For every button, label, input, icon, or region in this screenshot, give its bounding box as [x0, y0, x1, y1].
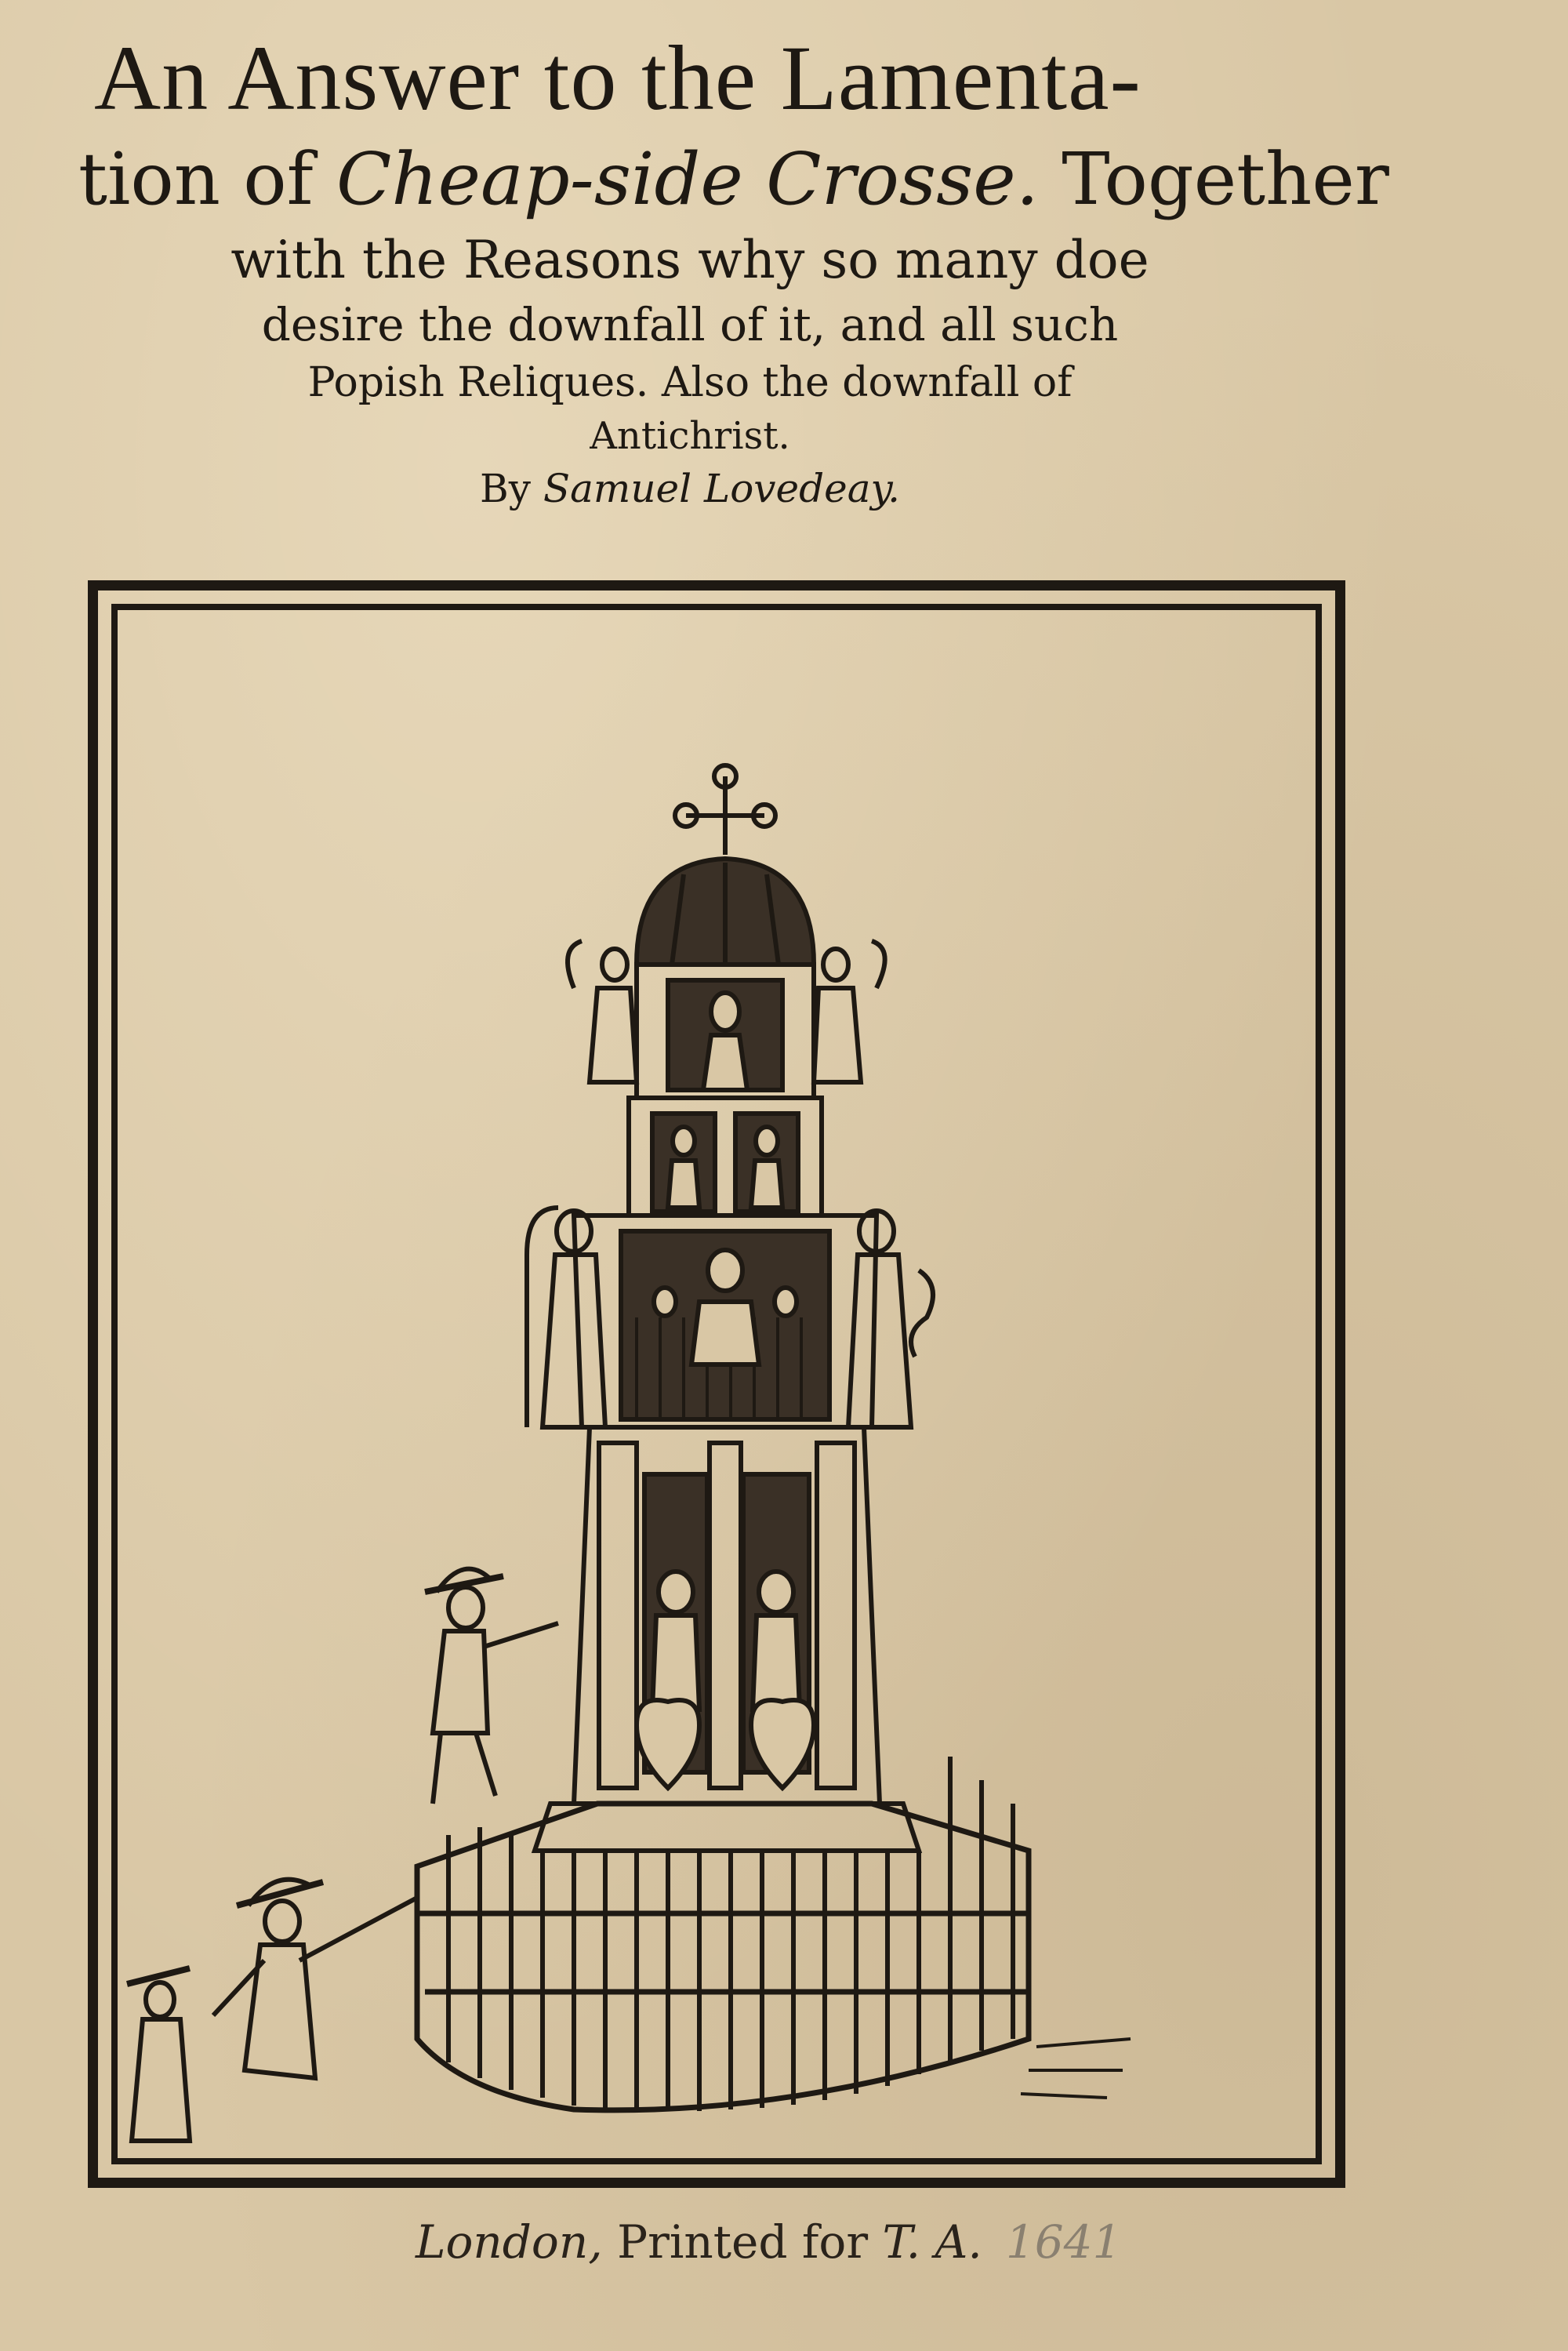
imprint-place: London,: [416, 2215, 603, 2269]
cross-finial-icon: [675, 765, 775, 855]
cheapside-cross: [527, 765, 933, 1851]
imprint-printed-for: Printed for: [602, 2215, 883, 2269]
byline: [63, 461, 1317, 516]
heart-shield-right: [751, 1700, 814, 1788]
figure-top-right: [814, 941, 885, 1082]
handwritten-year: 1641: [1005, 2215, 1122, 2269]
title-line-4: desire the downfall of it, and all such: [261, 298, 1119, 351]
column-right: [817, 1443, 855, 1788]
title-line-2: [63, 133, 1389, 226]
column-left: [599, 1443, 637, 1788]
figure-bishop-left: [527, 1208, 605, 1427]
figure-child-left: [127, 1968, 190, 2141]
title-line-1: An Answer to the Lamenta-: [94, 27, 1142, 129]
byline-by: By: [479, 466, 543, 511]
imprint: [416, 2215, 1121, 2269]
title-line-5: Popish Reliques. Also the downfall of: [307, 359, 1073, 406]
title-cheapside: Cheap-side Crosse.: [336, 137, 1039, 221]
woodcut-illustration: [88, 580, 1345, 2188]
author-name: Samuel Lovedeay.: [543, 466, 901, 511]
title-line-2c: Together: [1038, 137, 1389, 221]
title-block: [63, 24, 1389, 516]
imprint-printer: T. A.: [882, 2215, 982, 2269]
figure-man-left: [213, 1880, 417, 2078]
figure-bishop-right: [848, 1211, 933, 1427]
tier-base: [574, 1427, 880, 1804]
figure-top-left: [568, 941, 637, 1082]
title-line-6: Antichrist.: [590, 414, 790, 458]
railing: [417, 1757, 1131, 2111]
figure-climber: [425, 1569, 558, 1804]
heart-shield-left: [637, 1700, 699, 1788]
title-line-2a: tion of: [78, 137, 336, 221]
column-center: [710, 1443, 741, 1788]
title-line-3: with the Reasons why so many doe: [230, 230, 1149, 290]
